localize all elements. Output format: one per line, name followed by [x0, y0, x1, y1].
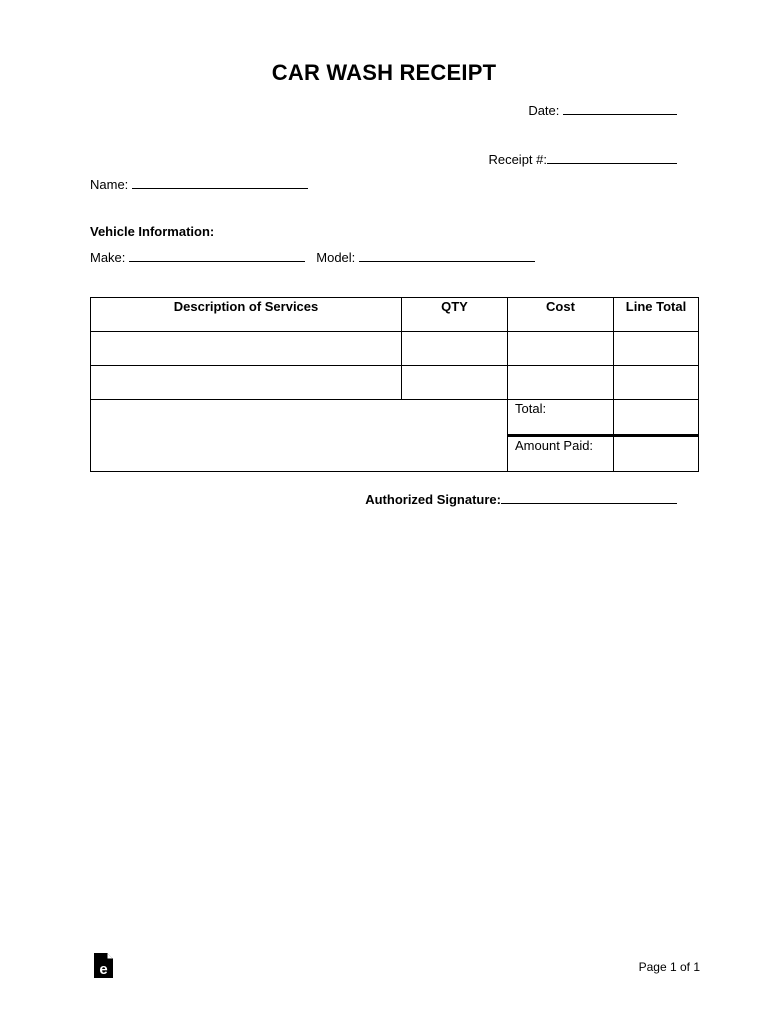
make-blank-line[interactable] [129, 249, 305, 262]
cost-cell[interactable] [508, 366, 614, 400]
amount-paid-value-cell[interactable] [614, 436, 699, 472]
total-label: Total: [508, 400, 614, 436]
receipt-number-field [488, 151, 677, 168]
model-label: Model: [316, 250, 359, 265]
header-description: Description of Services [91, 298, 402, 332]
model-blank-line[interactable] [359, 249, 535, 262]
table-header-row [91, 298, 699, 332]
svg-text:e: e [99, 961, 108, 978]
table-row [91, 332, 699, 366]
cost-cell[interactable] [508, 332, 614, 366]
date-label: Date: [528, 103, 563, 118]
line-total-cell[interactable] [614, 366, 699, 400]
description-cell[interactable] [91, 332, 402, 366]
signature-label: Authorized Signature: [365, 492, 501, 507]
description-cell[interactable] [91, 366, 402, 400]
total-row [91, 400, 699, 436]
receipt-number-blank-line[interactable] [547, 151, 677, 164]
qty-cell[interactable] [402, 366, 508, 400]
receipt-number-label: Receipt #: [488, 152, 547, 167]
notes-area [91, 400, 508, 472]
make-label: Make: [90, 250, 130, 265]
total-value-cell[interactable] [614, 400, 699, 436]
signature-field [365, 491, 677, 508]
page-number: Page 1 of 1 [638, 960, 700, 974]
signature-blank-line[interactable] [501, 491, 677, 504]
vehicle-information-heading: Vehicle Information: [90, 224, 215, 239]
date-field [528, 102, 677, 119]
page-title: CAR WASH RECEIPT [271, 60, 497, 85]
eforms-logo-icon [94, 953, 113, 978]
header-cost: Cost [508, 298, 614, 332]
line-total-cell[interactable] [614, 332, 699, 366]
make-model-field [90, 249, 535, 266]
name-blank-line[interactable] [132, 176, 308, 189]
header-qty: QTY [402, 298, 508, 332]
services-table [90, 297, 699, 472]
table-row [91, 366, 699, 400]
name-field [90, 176, 308, 193]
date-blank-line[interactable] [563, 102, 677, 115]
header-line-total: Line Total [614, 298, 699, 332]
name-label: Name: [90, 177, 132, 192]
eforms-logo-svg [94, 953, 113, 978]
qty-cell[interactable] [402, 332, 508, 366]
amount-paid-label: Amount Paid: [508, 436, 614, 472]
